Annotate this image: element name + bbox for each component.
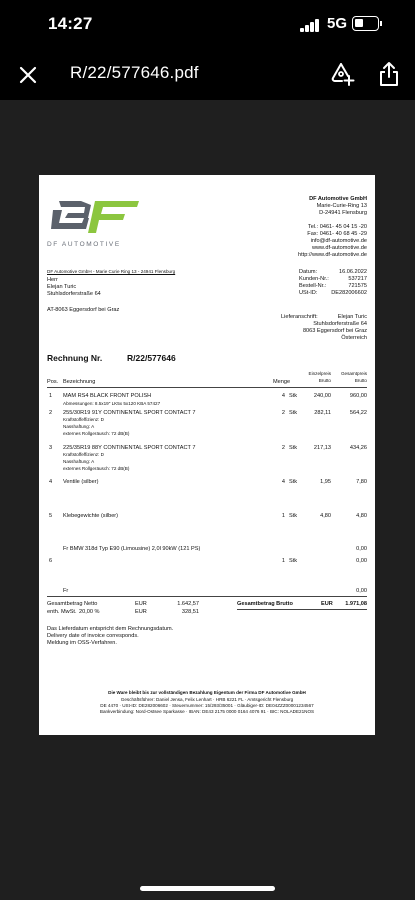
logo-text: DF AUTOMOTIVE [47,241,121,248]
meta-label-customer: Kunden-Nr.: [299,276,329,282]
row-qty: 2 [281,410,285,416]
share-icon [376,60,402,88]
invoice-number: R/22/577646 [127,353,176,363]
battery-cap [380,21,382,26]
markup-icon [330,61,356,87]
row-sub: Nasshaftung: A [63,424,95,429]
totals-divider [47,596,367,597]
vat-value: 328,51 [181,609,199,615]
row-unit: Stk [289,558,298,564]
row-price: 4,80 [320,513,331,519]
delivery-street: Stuhlsdorferstraße 64 [313,321,367,327]
row-desc: 225/35R19 88Y CONTINENTAL SPORT CONTACT 7 [63,445,196,451]
home-indicator[interactable] [140,886,275,891]
status-bar [0,0,415,50]
row-sub: externes Rollgeräusch: 72 dB(B) [63,466,130,471]
company-web[interactable]: www.df-automotive.de [311,245,367,251]
meta-label-order: Bestell-Nr.: [299,283,327,289]
nav-bar [0,50,415,100]
row-qty: 1 [281,513,285,519]
company-url[interactable]: http://www.df-automotive.de [297,252,367,258]
col-total-gross: Brutto [354,378,367,383]
vat-label: enth. MwSt. [47,609,77,615]
row-unit: Stk [289,513,298,519]
net-value: 1.642,57 [177,601,199,607]
delivery-country: Österreich [341,335,367,341]
delivery-label: Lieferanschrift: [281,314,318,320]
markup-button[interactable] [330,61,356,87]
recipient-city: AT-8063 Eggersdorf bei Graz [47,307,120,313]
invoice-label: Rechnung Nr. [47,353,103,363]
row-total: 434,26 [349,445,367,451]
delivery-city: 8063 Eggersdorf bei Graz [302,328,367,334]
row-qty: 2 [281,445,285,451]
recipient-street: Stuhlsdorferstraße 64 [47,291,101,297]
row-unit: Stk [289,479,298,485]
col-total-price: Gesamtpreis [340,371,367,376]
net-label: Gesamtbetrag Netto [47,601,98,607]
row-total: 4,80 [356,513,367,519]
note-oss: Meldung im OSS-Verfahren. [47,640,117,646]
table-header-divider [47,387,367,388]
row-pos: 1 [49,393,53,399]
recipient-name: Elejan Turic [47,284,77,290]
df-logo [51,199,141,237]
row-total: 0,00 [356,558,367,564]
gross-value: 1.971,08 [345,601,367,607]
net-currency: EUR [135,601,147,607]
row-sub: Kraftstoffeffizienz: D [63,452,104,457]
close-button[interactable] [14,62,42,88]
footer-ownership: Die Ware bleibt bis zur vollständigen Bezahlung Eigentum der Firma DF Automotive GmbH [108,690,306,695]
footer-tax: DE 4470 · USt-ID: DE282006602 · Steuernummer: 15/293/35001 · Gläubiger-ID: DE04ZZZ00001234567 [100,703,314,708]
vehicle-total: 0,00 [356,546,367,552]
row-qty: 4 [281,393,285,399]
note-delivery-date: Das Lieferdatum entspricht dem Rechnungsdatum. [47,626,174,632]
vat-rate: 20,00 % [79,609,100,615]
footer-bank: Bankverbindung: Nord-Ostsee Sparkasse · IBAN: DE43 2175 0000 0164 4076 91 · BIC: NOLADE21NOS [99,709,315,714]
row-unit: Stk [289,410,298,416]
row-price: 240,00 [313,393,331,399]
row-sub: Abmessungen: 8.5x19" LK5x 5x120 KBA 57427 [63,401,161,406]
document-title: R/22/577646.pdf [70,63,199,82]
footer-management: Geschäftsführer: Daniel Jensa, Felix Lenhart · HRB 6221 FL · Amtsgericht Flensburg [120,697,294,702]
row-price: 1,95 [320,479,331,485]
col-description: Bezeichnung [63,379,96,385]
battery-icon [352,16,379,31]
col-unit-price: Einzelpreis [308,371,331,376]
row-pos: 2 [49,410,53,416]
row-total: 960,00 [349,393,367,399]
company-city: D-24941 Flensburg [319,210,367,216]
meta-label-vat: USt-ID: [299,290,318,296]
company-fax: Fax: 0461- 40 68 45 -29 [307,231,367,237]
network-type: 5G [327,15,348,32]
vehicle-line: Fr BMW 318d Typ E90 (Limousine) 2,0l 90kW (121 PS) [63,546,201,552]
company-name: DF Automotive GmbH [309,196,367,202]
row-unit: Stk [289,393,298,399]
gross-divider [237,609,367,610]
meta-date: 16.06.2022 [339,269,367,275]
company-tel: Tel.: 0461- 45 04 15 -20 [307,224,367,230]
gross-currency: EUR [321,601,333,607]
share-button[interactable] [376,60,402,88]
row-sub: externes Rollgeräusch: 72 dB(B) [63,431,130,436]
pdf-page[interactable] [39,175,375,735]
row-qty: 4 [281,479,285,485]
row-pos: 4 [49,479,53,485]
signal-icon [300,18,320,32]
fr-total: 0,00 [356,588,367,594]
recipient-salutation: Herr [47,277,58,283]
row-price: 282,11 [314,410,331,416]
row-desc: Klebegewichte (silber) [63,513,119,519]
row-desc: 255/30R19 91Y CONTINENTAL SPORT CONTACT 7 [63,410,196,416]
note-delivery-en: Delivery date of invoice corresponds. [47,633,139,639]
row-total: 564,22 [349,410,367,416]
meta-vat: DE282006602 [331,290,367,296]
row-total: 7,80 [356,479,367,485]
row-pos: 5 [49,513,53,519]
gross-label: Gesamtbetrag Brutto [237,601,293,607]
sender-line: DF Automotive GmbH - Marie Curie Ring 13 - 24941 Flensburg [47,269,176,274]
status-time: 14:27 [48,14,93,33]
meta-customer: 537217 [348,276,367,282]
meta-label-date: Datum: [299,269,318,275]
row-qty: 1 [281,558,285,564]
meta-order: 721575 [348,283,367,289]
col-pos: Pos. [47,379,59,385]
row-unit: Stk [289,445,298,451]
col-unit-gross: Brutto [318,378,331,383]
close-icon [14,62,42,88]
row-pos: 6 [49,558,53,564]
row-pos: 3 [49,445,53,451]
row-desc: MAM RS4 BLACK FRONT POLISH [63,393,152,399]
col-quantity: Menge [273,379,291,385]
row-desc: Ventile (silber) [63,479,99,485]
company-email[interactable]: info@df-automotive.de [310,238,367,244]
fr-label: Fr [63,588,69,594]
row-sub: Kraftstoffeffizienz: D [63,417,104,422]
row-sub: Nasshaftung: A [63,459,95,464]
company-street: Marie-Curie-Ring 13 [316,203,367,209]
vat-currency: EUR [135,609,147,615]
delivery-name: Elejan Turic [337,314,367,320]
row-price: 217,13 [313,445,331,451]
